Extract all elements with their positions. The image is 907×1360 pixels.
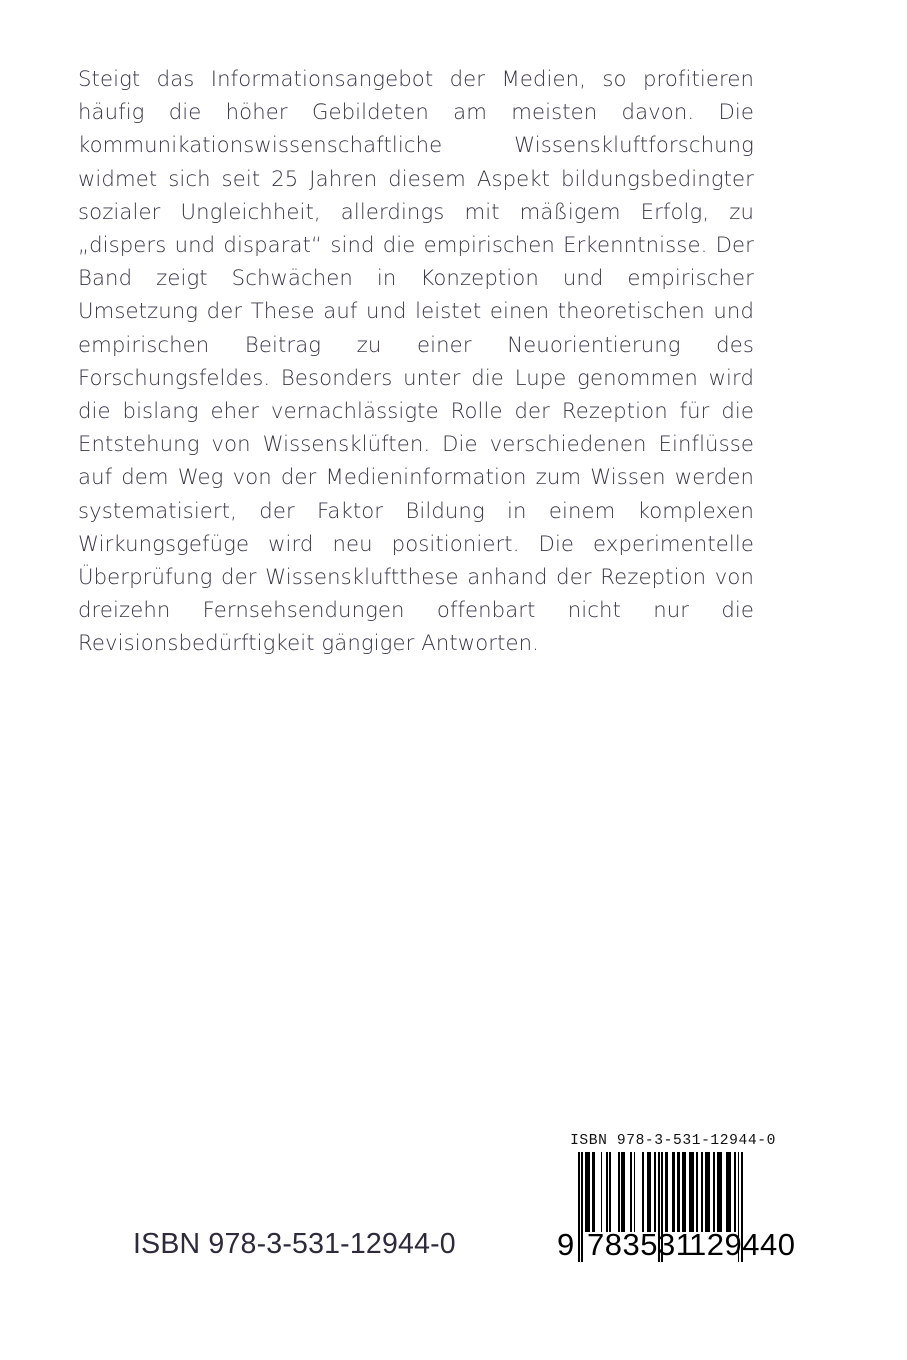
- barcode-isbn-label: ISBN 978-3-531-12944-0: [570, 1133, 776, 1149]
- isbn-text: ISBN 978-3-531-12944-0: [133, 1228, 456, 1260]
- ean13-barcode: [557, 1152, 796, 1262]
- barcode-lead-digit: 9: [557, 1227, 575, 1262]
- back-cover-blurb: [78, 62, 754, 660]
- barcode-right-group: 129440: [689, 1227, 796, 1262]
- barcode-human-readable: [557, 1227, 796, 1262]
- blurb-paragraph: Steigt das Informationsangebot der Medien, so profitieren häufig die höher Gebildeten am meisten davon. Die kommunikationswissenschaftliche Wissenskluftforschung widmet sich seit 25 Jahren diesem Aspekt bildungsbedingter sozialer Ungleichheit, allerdings mit mäßigem Erfolg, zu „dispers und disparat“ sind die empirischen Erkenntnisse. Der Band zeigt Schwächen in Konzeption und empirischer Umsetzung der These auf und leistet einen theoretischen und empirischen Beitrag zu einer Neuorientierung des Forschungsfeldes. Besonders unter die Lupe genommen wird die bislang eher vernachlässigte Rolle der Rezeption für die Entstehung von Wissensklüften. Die verschiedenen Einflüsse auf dem Weg von der Medieninformation zum Wissen werden systematisiert, der Faktor Bildung in einem komplexen Wirkungsgefüge wird neu positioniert. Die experimentelle Überprüfung der Wissenskluftthese anhand der Rezeption von dreizehn Fernsehsendungen offenbart nicht nur die Revisionsbedürftigkeit gängiger Antworten.: [78, 66, 754, 656]
- barcode-block: [557, 1133, 796, 1262]
- barcode-left-group: 783531: [587, 1227, 694, 1262]
